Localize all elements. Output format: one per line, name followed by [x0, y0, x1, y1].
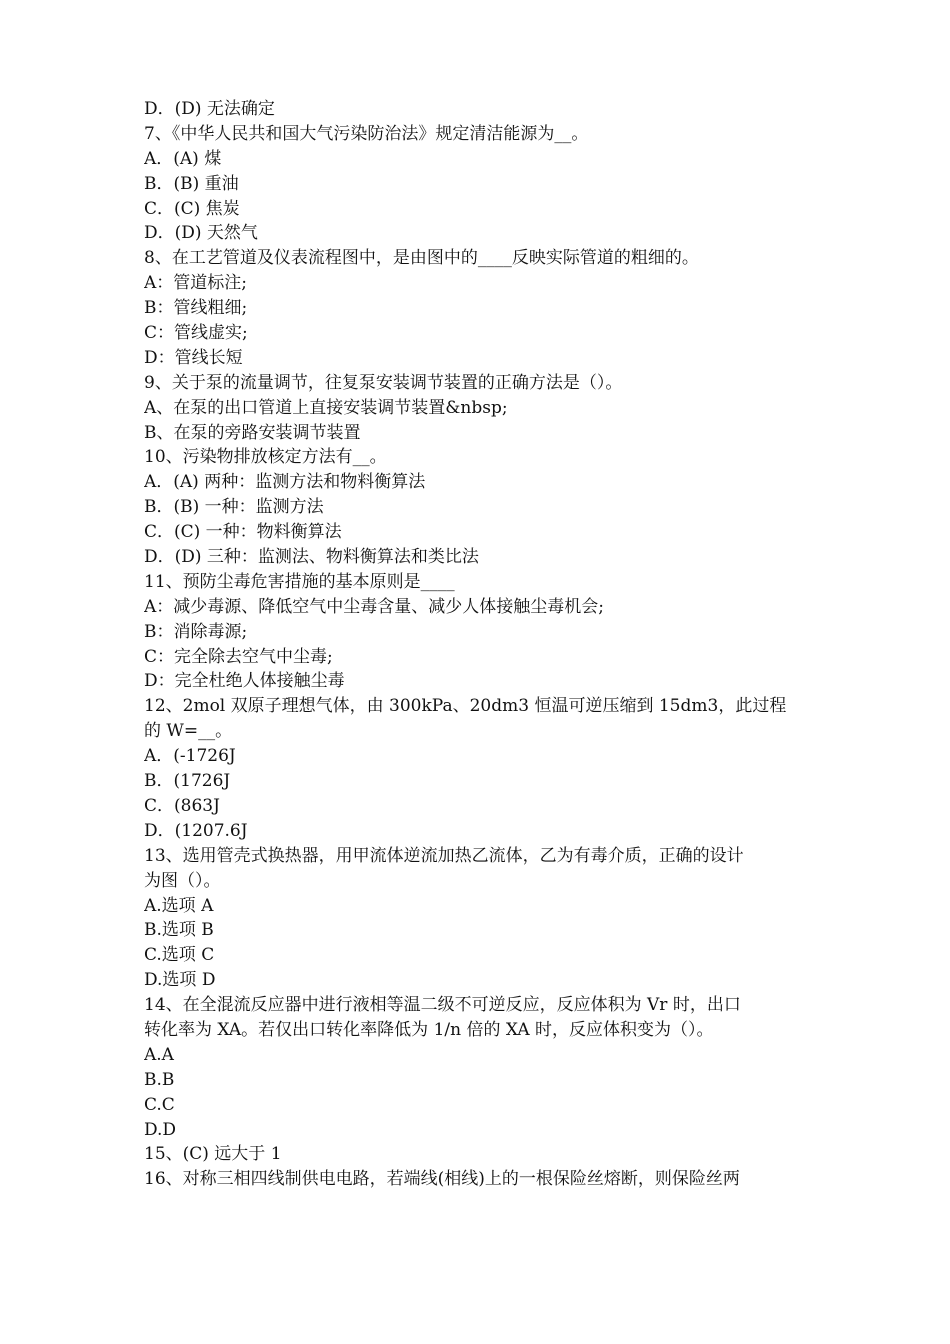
text-line: 10、污染物排放核定方法有__。 [144, 447, 387, 468]
text-line: B：管线粗细; [144, 298, 248, 319]
text-line: C.选项 C [144, 945, 215, 966]
text-line: D.D [144, 1119, 177, 1140]
text-line: C：管线虚实; [144, 323, 248, 344]
text-line: 转化率为 XA。若仅出口转化率降低为 1/n 倍的 XA 时，反应体积变为（）。 [144, 1019, 714, 1040]
text-line: A、在泵的出口管道上直接安装调节装置&nbsp; [144, 397, 508, 418]
text-line: A．(A) 煤 [144, 148, 222, 169]
text-line: 12、2mol 双原子理想气体，由 300kPa、20dm3 恒温可逆压缩到 15dm3，此过程 [144, 696, 787, 717]
text-line: C．(C) 焦炭 [144, 198, 240, 219]
text-line: 11、预防尘毒危害措施的基本原则是____ [144, 571, 455, 592]
text-line: B．(1726J [144, 771, 231, 792]
text-line: B：消除毒源; [144, 621, 248, 642]
text-line: C：完全除去空气中尘毒; [144, 646, 333, 667]
text-line: D．(D) 无法确定 [144, 99, 275, 119]
text-line: 13、选用管壳式换热器，用甲流体逆流加热乙流体，乙为有毒介质，正确的设计 [144, 845, 744, 866]
text-line: A．(A) 两种：监测方法和物料衡算法 [144, 472, 426, 493]
text-line: C.C [144, 1094, 175, 1115]
text-line: B．(B) 重油 [144, 173, 239, 194]
text-line: B、在泵的旁路安装调节装置 [144, 422, 361, 443]
text-line: 15、(C) 远大于 1 [144, 1144, 282, 1165]
document-body [144, 97, 820, 1192]
text-line: 的 W=__。 [144, 721, 233, 742]
text-line: C．(863J [144, 795, 220, 816]
text-line: 9、关于泵的流量调节，往复泵安装调节装置的正确方法是（）。 [144, 372, 623, 393]
text-line: A：管道标注; [144, 273, 248, 294]
text-line: 为图（）。 [144, 870, 221, 891]
text-line: B.B [144, 1069, 175, 1090]
text-line: D：管线长短 [144, 347, 243, 368]
text-line: A.选项 A [144, 895, 214, 916]
text-line: C．(C) 一种：物料衡算法 [144, 522, 342, 543]
text-line: A．(-1726J [144, 746, 236, 767]
text-line: 7、《中华人民共和国大气污染防治法》规定清洁能源为__。 [144, 123, 589, 144]
text-line: 16、对称三相四线制供电电路，若端线(相线)上的一根保险丝熔断，则保险丝两 [144, 1169, 740, 1190]
text-line: D．(D) 天然气 [144, 223, 258, 244]
text-line: A：减少毒源、降低空气中尘毒含量、减少人体接触尘毒机会; [144, 596, 605, 617]
text-line: D.选项 D [144, 970, 216, 991]
text-line: D．(D) 三种：监测法、物料衡算法和类比法 [144, 547, 479, 568]
text-line: 8、在工艺管道及仪表流程图中，是由图中的____反映实际管道的粗细的。 [144, 248, 699, 269]
text-line: B.选项 B [144, 920, 214, 941]
text-line: D：完全杜绝人体接触尘毒 [144, 671, 345, 692]
text-line: D．(1207.6J [144, 820, 248, 841]
text-line: 14、在全混流反应器中进行液相等温二级不可逆反应，反应体积为 Vr 时，出口 [144, 995, 741, 1016]
text-line: A.A [144, 1044, 174, 1065]
text-line: B．(B) 一种：监测方法 [144, 497, 324, 518]
